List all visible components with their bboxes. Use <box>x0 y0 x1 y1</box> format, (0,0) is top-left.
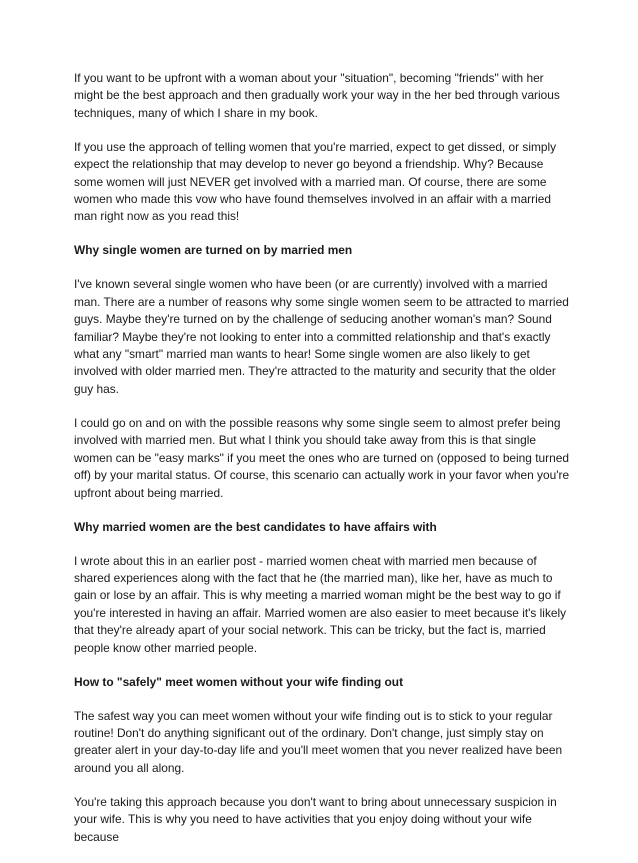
paragraph-easy-marks: I could go on and on with the possible reasons why some single seem to almost prefer being involved with married men. But what I think you should take away from this is that single women can be "easy marks" if you meet the ones who are turned on (opposed to being turned off) by your marital status. Of course, this scenario can actually work in your favor when you're upfront about being married. <box>74 415 570 500</box>
paragraph-regular-routine: The safest way you can meet women without your wife finding out is to stick to your regular routine! Don't do anything significant out of the ordinary. Don't change, just simply stay on greater alert in your day-to-day life and you'll meet women that you never realized have been around you all along. <box>74 708 563 775</box>
heading-single-women: Why single women are turned on by married men <box>74 243 353 258</box>
heading-safely-meet: How to "safely" meet women without your wife finding out <box>74 674 404 689</box>
paragraph-married-women-cheat: I wrote about this in an earlier post - married women cheat with married men because of shared experiences along with the fact that he (the married man), like her, have as much to gain or lose by an affair. This is why meeting a married woman might be the best way to go if you're interested in having an affair. Married women are also easier to meet because it's likely that they're already apart of your social network. This can be tricky, but the fact is, married people know other married people. <box>74 553 567 655</box>
document-body <box>74 70 574 863</box>
paragraph-telling-women-married: If you use the approach of telling women that you're married, expect to get dissed, or simply expect the relationship that may develop to never go beyond a friendship. Why? Because some women will just NEVER get involved with a married man. Of course, there are some women who made this vow who have found themselves involved in an affair with a married man right now as you read this! <box>74 139 557 224</box>
heading-married-women: Why married women are the best candidates to have affairs with <box>74 519 437 534</box>
paragraph-upfront-approach: If you want to be upfront with a woman about your "situation", becoming "friends" with her might be the best approach and then gradually work your way in the her bed through various techniques, many of which I share in my book. <box>74 71 560 120</box>
paragraph-single-women-reasons: I've known several single women who have been (or are currently) involved with a married man. There are a number of reasons why some single women seem to be attracted to married guys. Maybe they're turned on by the challenge of seducing another woman's man? Sound familiar? Maybe they're not looking to enter into a committed relationship and that's exactly what any "smart" married man wants to hear! Some single women are also likely to get involved with older married men. They're attracted to the maturity and security that the older guy has. <box>74 277 569 396</box>
paragraph-unnecessary-suspicion: You're taking this approach because you don't want to bring about unnecessary suspicion in your wife. This is why you need to have activities that you enjoy doing without your wife because <box>74 794 557 844</box>
